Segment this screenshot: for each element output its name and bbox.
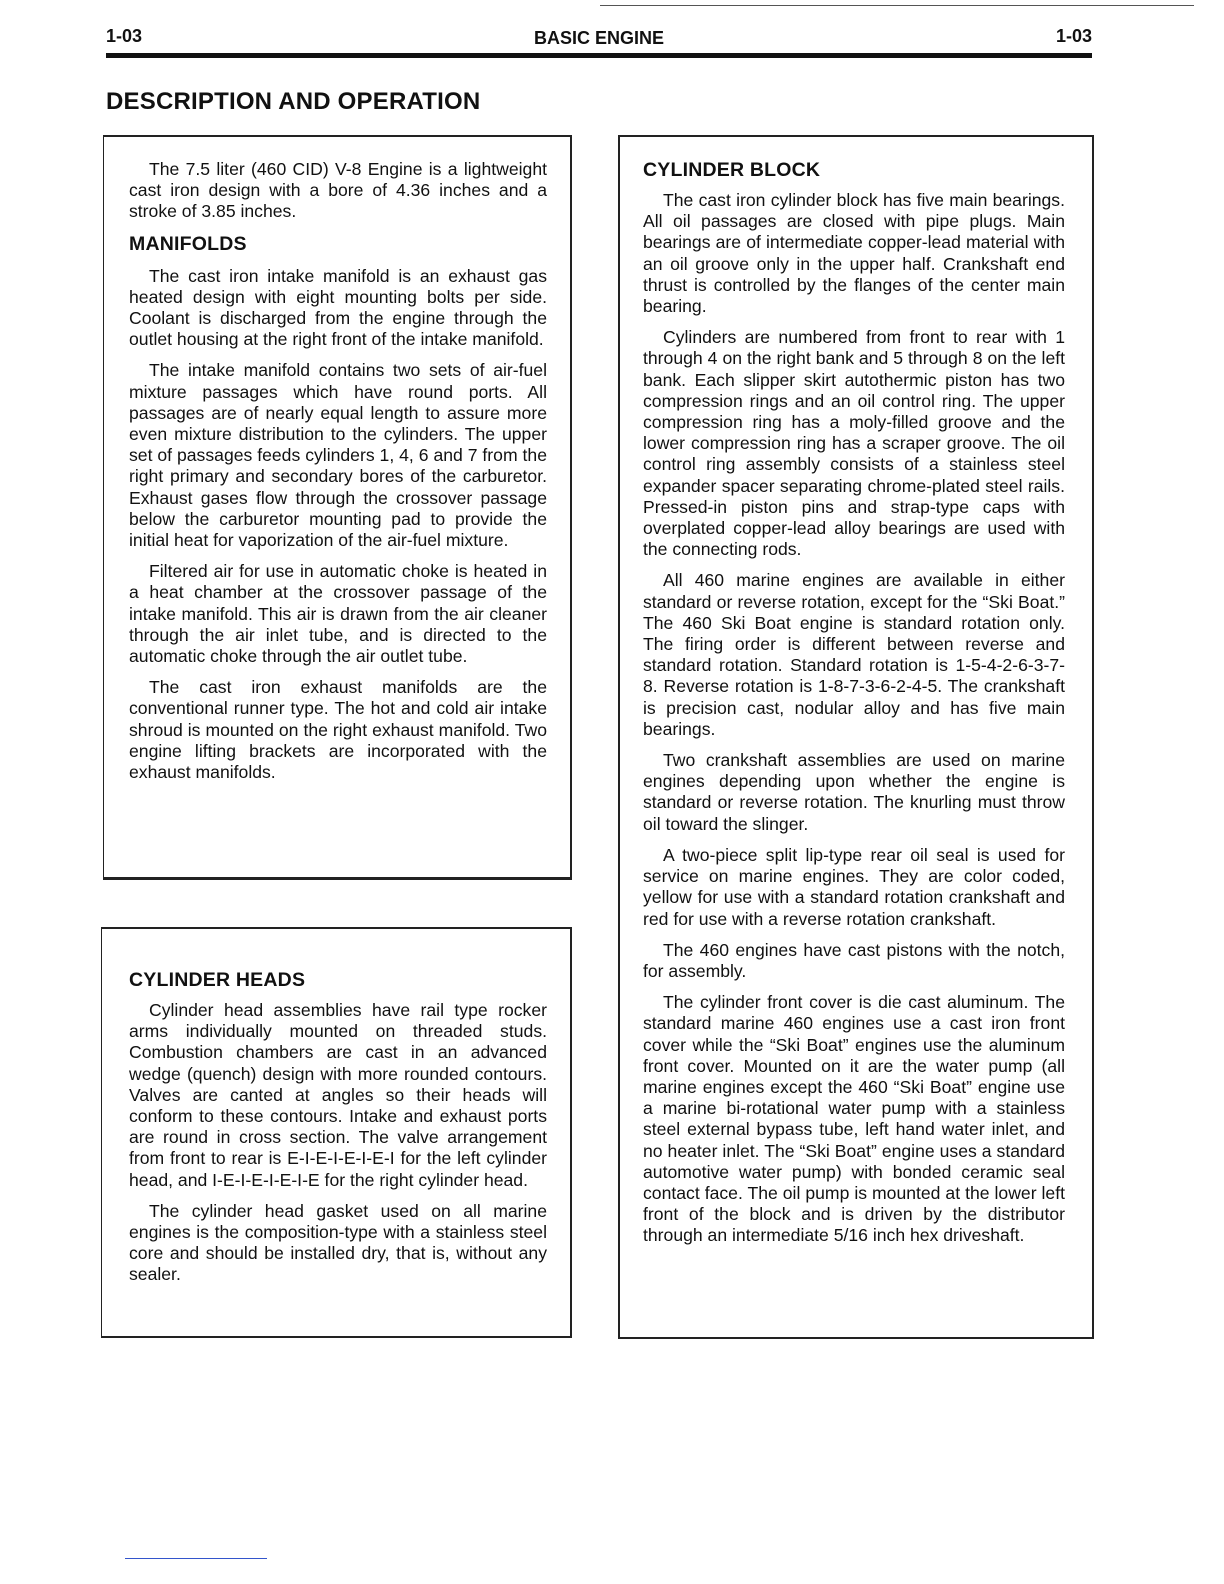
section-title: DESCRIPTION AND OPERATION <box>106 88 481 115</box>
cylinder-heads-heading: CYLINDER HEADS <box>129 969 306 991</box>
cylinder-block-paragraph: The 460 engines have cast pistons with the notch, for assembly. <box>643 939 1065 981</box>
cylinder-block-paragraph: The cylinder front cover is die cast aluminum. The standard marine 460 engines use a cast iron front cover while the “Ski Boat” engines use the aluminum front cover. Mounted on it are the water pump (all marine engines except the 460 “Ski Boat” engine use a marine bi-rotational water pump with a stainless steel external bypass tube, left hand water inlet, and no heater inlet. The “Ski Boat” engine uses a standard automotive water pump) with bonded ceramic seal contact face. The oil pump is mounted at the lower left front of the block and is driven by the distributor through an intermediate 5/16 inch hex driveshaft. <box>643 992 1065 1246</box>
manifolds-paragraph: The cast iron intake manifold is an exhaust gas heated design with eight mounting bolts per side. Coolant is discharged from the engine through the outlet housing at the right front of the intake manifold. <box>129 265 547 350</box>
cylinder-heads-paragraph: The cylinder head gasket used on all marine engines is the composition-type with a stainless steel core and should be installed dry, that is, without any sealer. <box>129 1200 547 1285</box>
cylinder-block-paragraph: The cast iron cylinder block has five main bearings. All oil passages are closed with pipe plugs. Main bearings are of intermediate copper-lead material with an oil groove only in the upper half. Crankshaft end thrust is controlled by the flanges of the center main bearing. <box>643 190 1065 317</box>
page-number-left: 1-03 <box>106 26 143 46</box>
intro-paragraph: The 7.5 liter (460 CID) V-8 Engine is a lightweight cast iron design with a bore of 4.36 inches and a stroke of 3.85 inches. <box>129 159 547 222</box>
page-number-right: 1-03 <box>1055 26 1092 46</box>
cylinder-block-heading: CYLINDER BLOCK <box>643 159 821 181</box>
header-title: BASIC ENGINE <box>533 28 665 48</box>
manifolds-paragraph: The cast iron exhaust manifolds are the conventional runner type. The hot and cold air intake shroud is mounted on the right exhaust manifold. Two engine lifting brackets are incorporated with the exhaust manifolds. <box>129 677 547 783</box>
cylinder-block-paragraph: A two-piece split lip-type rear oil seal is used for service on marine engines. They are color coded, yellow for use with a standard rotation crankshaft and red for use with a reverse rotation crankshaft. <box>643 844 1065 929</box>
cylinder-heads-paragraph: Cylinder head assemblies have rail type rocker arms individually mounted on threaded studs. Combustion chambers are cast in an advanced wedge (quench) design with more rounded contours. Valves are canted at angles so their heads will conform to these contours. Intake and exhaust ports are round in cross section. The valve arrangement from front to rear is E-I-E-I-E-I-E-I for the left cylinder head, and I-E-I-E-I-E-I-E for the right cylinder head. <box>129 1000 547 1190</box>
footer-line <box>125 1558 267 1559</box>
cylinder-heads-box <box>101 927 572 1338</box>
manifolds-heading: MANIFOLDS <box>129 232 247 255</box>
cylinder-block-paragraph: Cylinders are numbered from front to rear with 1 through 4 on the right bank and 5 through 8 on the left bank. Each slipper skirt autothermic piston has two compression rings and an oil control ring. The upper compression ring has a moly-filled groove and the lower compression ring has a scraper groove. The oil control ring assembly consists of a stainless steel expander spacer separating chrome-plated steel rails. Pressed-in piston pins and strap-type caps with overplated copper-lead alloy bearings are used with the connecting rods. <box>643 327 1065 560</box>
intro-manifolds-box <box>103 135 572 880</box>
manifolds-paragraph: The intake manifold contains two sets of air-fuel mixture passages which have round ports. All passages are of nearly equal length to assure more even mixture distribution to the cylinders. The upper set of passages feeds cylinders 1, 4, 6 and 7 from the right primary and secondary bores of the carburetor. Exhaust gases flow through the crossover passage below the carburetor mounting pad to provide the initial heat for vaporization of the air-fuel mixture. <box>129 360 547 551</box>
cylinder-block-box <box>618 135 1094 1339</box>
header-rule <box>106 53 1092 58</box>
page-header <box>106 26 1092 52</box>
cylinder-block-paragraph: Two crankshaft assemblies are used on marine engines depending upon whether the engine is standard or reverse rotation. The knurling must throw oil toward the slinger. <box>643 750 1065 834</box>
manifolds-paragraph: Filtered air for use in automatic choke is heated in a heat chamber at the crossover passage of the intake manifold. This air is drawn from the air cleaner through the air inlet tube, and is directed to the automatic choke through the air outlet tube. <box>129 561 547 667</box>
top-scan-line <box>600 5 1194 6</box>
cylinder-block-paragraph: All 460 marine engines are available in either standard or reverse rotation, except for the “Ski Boat.” The 460 Ski Boat engine is standard rotation only. The firing order is different between reverse and standard rotation. Standard rotation is 1-5-4-2-6-3-7-8. Reverse rotation is 1-8-7-3-6-2-4-5. The crankshaft is precision cast, nodular alloy and has five main bearings. <box>643 570 1065 739</box>
